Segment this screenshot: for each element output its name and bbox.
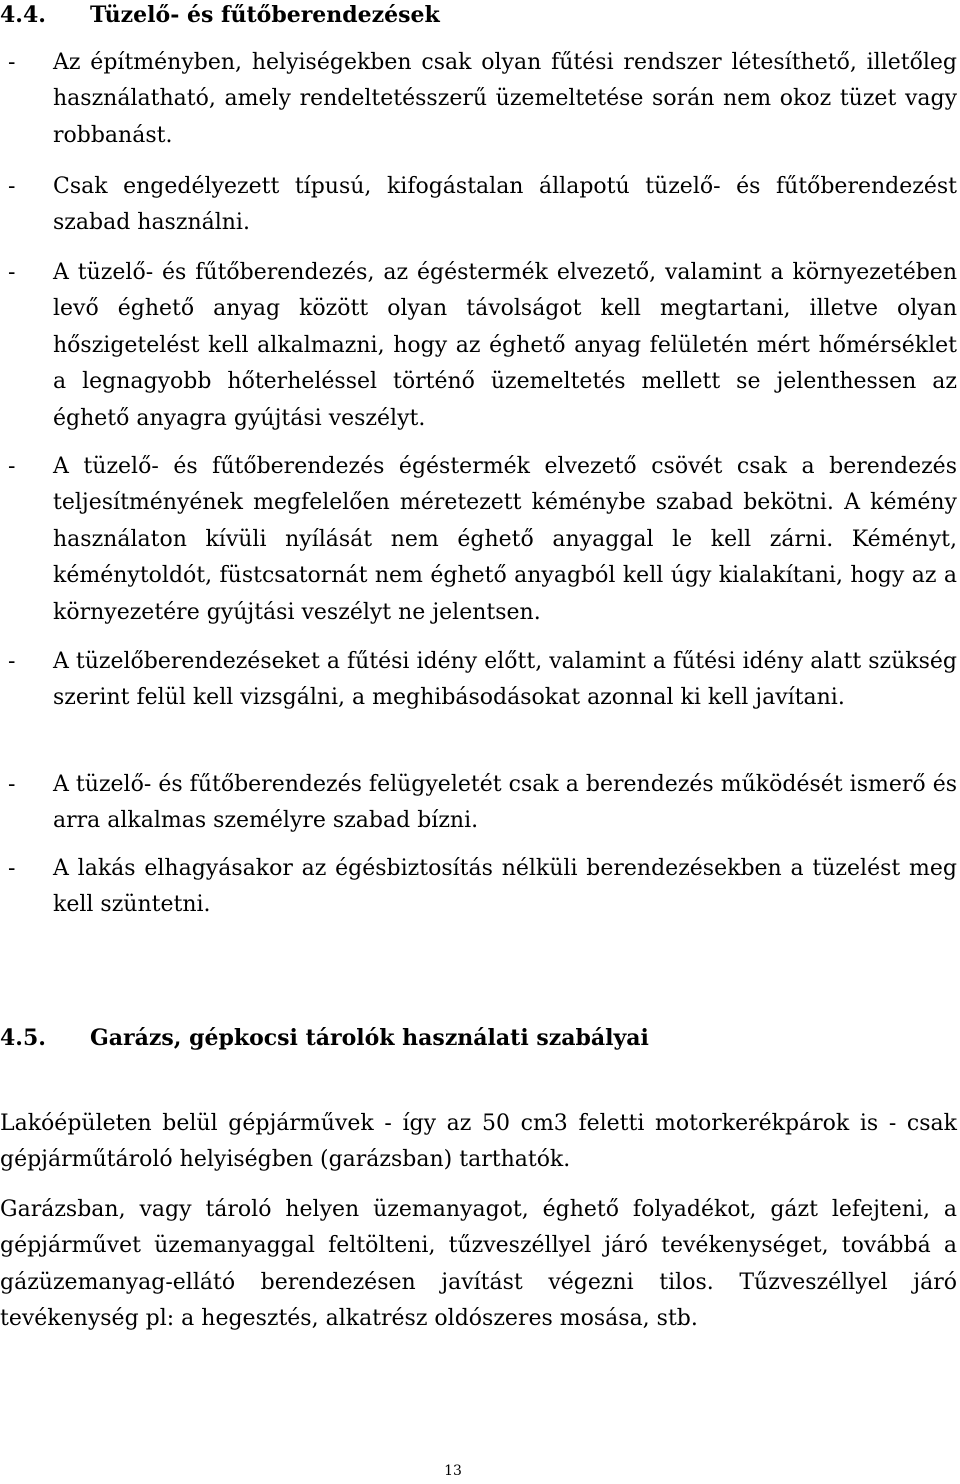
bullet-dash: -: [8, 50, 16, 75]
list-item-text: A tüzelő- és fűtőberendezés felügyeletét csak a berendezés működését ismerő és arra alkalmas személyre szabad bízni.: [53, 772, 957, 834]
paragraph: Lakóépületen belül gépjárművek - így az 50 cm3 feletti motorkerékpárok is - csak gépjárműtároló helyiségben (garázsban) tarthatók.: [0, 1111, 957, 1173]
bullet-dash: -: [8, 260, 16, 285]
list-item-text: Az építményben, helyiségekben csak olyan fűtési rendszer létesíthető, illetőleg használatható, amely rendeltetésszerű üzemeltetése során nem okoz tüzet vagy robbanást.: [53, 50, 957, 148]
list-item-text: Csak engedélyezett típusú, kifogástalan állapotú tüzelő- és fűtőberendezést szabad használni.: [53, 174, 957, 236]
section-title: Tüzelő- és fűtőberendezések: [90, 2, 440, 28]
bullet-dash: -: [8, 856, 16, 881]
list-item-text: A tüzelőberendezéseket a fűtési idény előtt, valamint a fűtési idény alatt szükség szerint felül kell vizsgálni, a meghibásodásokat azonnal ki kell javítani.: [53, 649, 957, 711]
bullet-dash: -: [8, 174, 16, 199]
list-item-text: A tüzelő- és fűtőberendezés, az égéstermék elvezető, valamint a környezetében levő éghető anyag között olyan távolságot kell megtartani, illetve olyan hőszigetelést kell alkalmazni, hogy az éghető anyag felületén mért hőmérséklet a legnagyobb hőterheléssel történő üzemeltetés mellett se jelenthessen az éghető anyagra gyújtási veszélyt.: [53, 260, 957, 431]
page-number: 13: [444, 1463, 462, 1479]
section-number: 4.4.: [0, 2, 46, 28]
section-number: 4.5.: [0, 1025, 46, 1051]
section-title: Garázs, gépkocsi tárolók használati szabályai: [90, 1025, 649, 1051]
paragraph: Garázsban, vagy tároló helyen üzemanyagot, éghető folyadékot, gázt lefejteni, a gépjárművet üzemanyaggal feltölteni, tűzveszéllyel járó tevékenységet, továbbá a gázüzemanyag-ellátó berendezésen javítást végezni tilos. Tűzveszéllyel járó tevékenység pl: a hegesztés, alkatrész oldószeres mosása, stb.: [0, 1197, 957, 1332]
bullet-dash: -: [8, 649, 16, 674]
section-heading-4-4: [0, 0, 440, 30]
bullet-dash: -: [8, 772, 16, 797]
list-item-text: A tüzelő- és fűtőberendezés égéstermék elvezető csövét csak a berendezés teljesítményének megfelelően méretezett kéménybe szabad bekötni. A kémény használaton kívüli nyílását nem éghető anyaggal le kell zárni. Kéményt, kéménytoldót, füstcsatornát nem éghető anyagból kell úgy kialakítani, hogy az a környezetére gyújtási veszélyt ne jelentsen.: [53, 454, 957, 625]
bullet-dash: -: [8, 454, 16, 479]
list-item-text: A lakás elhagyásakor az égésbiztosítás nélküli berendezésekben a tüzelést meg kell szüntetni.: [53, 856, 957, 918]
section-heading-4-5: [0, 1023, 649, 1053]
